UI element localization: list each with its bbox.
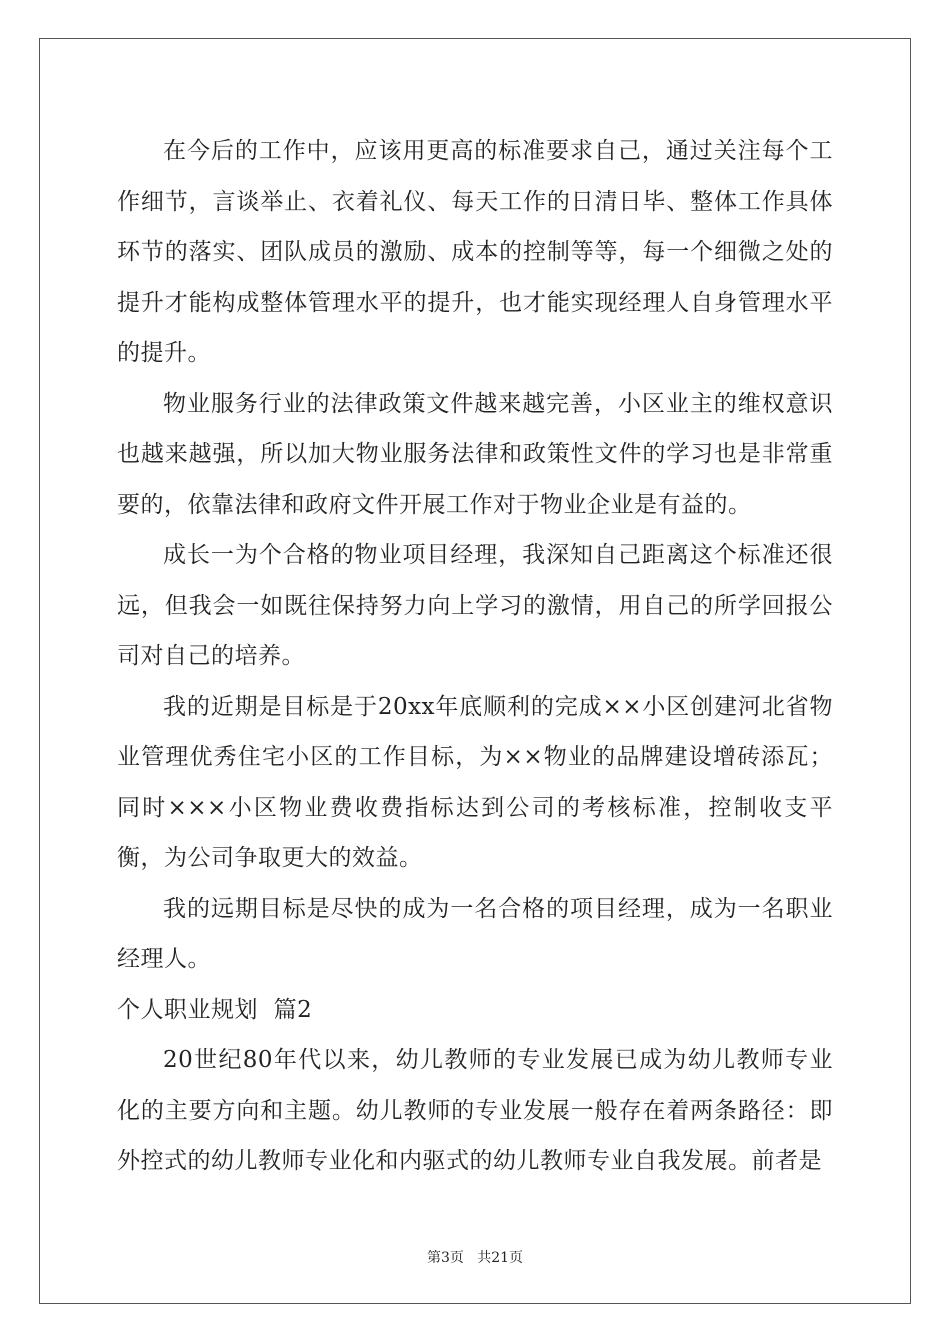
paragraph: 20世纪80年代以来，幼儿教师的专业发展已成为幼儿教师专业化的主要方向和主题。幼儿教师的专业发展一般存在着两条路径：即外控式的幼儿教师专业化和内驱式的幼儿教师专业自我发展。前者是	[117, 1047, 833, 1174]
paragraph: 在今后的工作中，应该用更高的标准要求自己，通过关注每个工作细节，言谈举止、衣着礼仪、每天工作的日清日毕、整体工作具体环节的落实、团队成员的激励、成本的控制等等，每一个细微之处的提升才能构成整体管理水平的提升，也才能实现经理人自身管理水平的提升。	[117, 138, 833, 366]
document-body	[117, 126, 833, 1187]
paragraph: 我的近期是目标是于20xx年底顺利的完成××小区创建河北省物业管理优秀住宅小区的工作目标，为××物业的品牌建设增砖添瓦；同时×××小区物业费收费指标达到公司的考核标准，控制收支平衡，为公司争取更大的效益。	[117, 693, 833, 871]
paragraph: 我的远期目标是尽快的成为一名合格的项目经理，成为一名职业经理人。	[117, 895, 833, 972]
page-number-footer: 第3页 共21页	[426, 1250, 524, 1266]
paragraph: 物业服务行业的法律政策文件越来越完善，小区业主的维权意识也越来越强，所以加大物业服务法律和政策性文件的学习也是非常重要的，依靠法律和政府文件开展工作对于物业企业是有益的。	[117, 390, 833, 518]
section-heading: 个人职业规划 篇2	[117, 996, 313, 1023]
paragraph: 成长一为个合格的物业项目经理，我深知自己距离这个标准还很远，但我会一如既往保持努力向上学习的激情，用自己的所学回报公司对自己的培养。	[117, 542, 833, 669]
